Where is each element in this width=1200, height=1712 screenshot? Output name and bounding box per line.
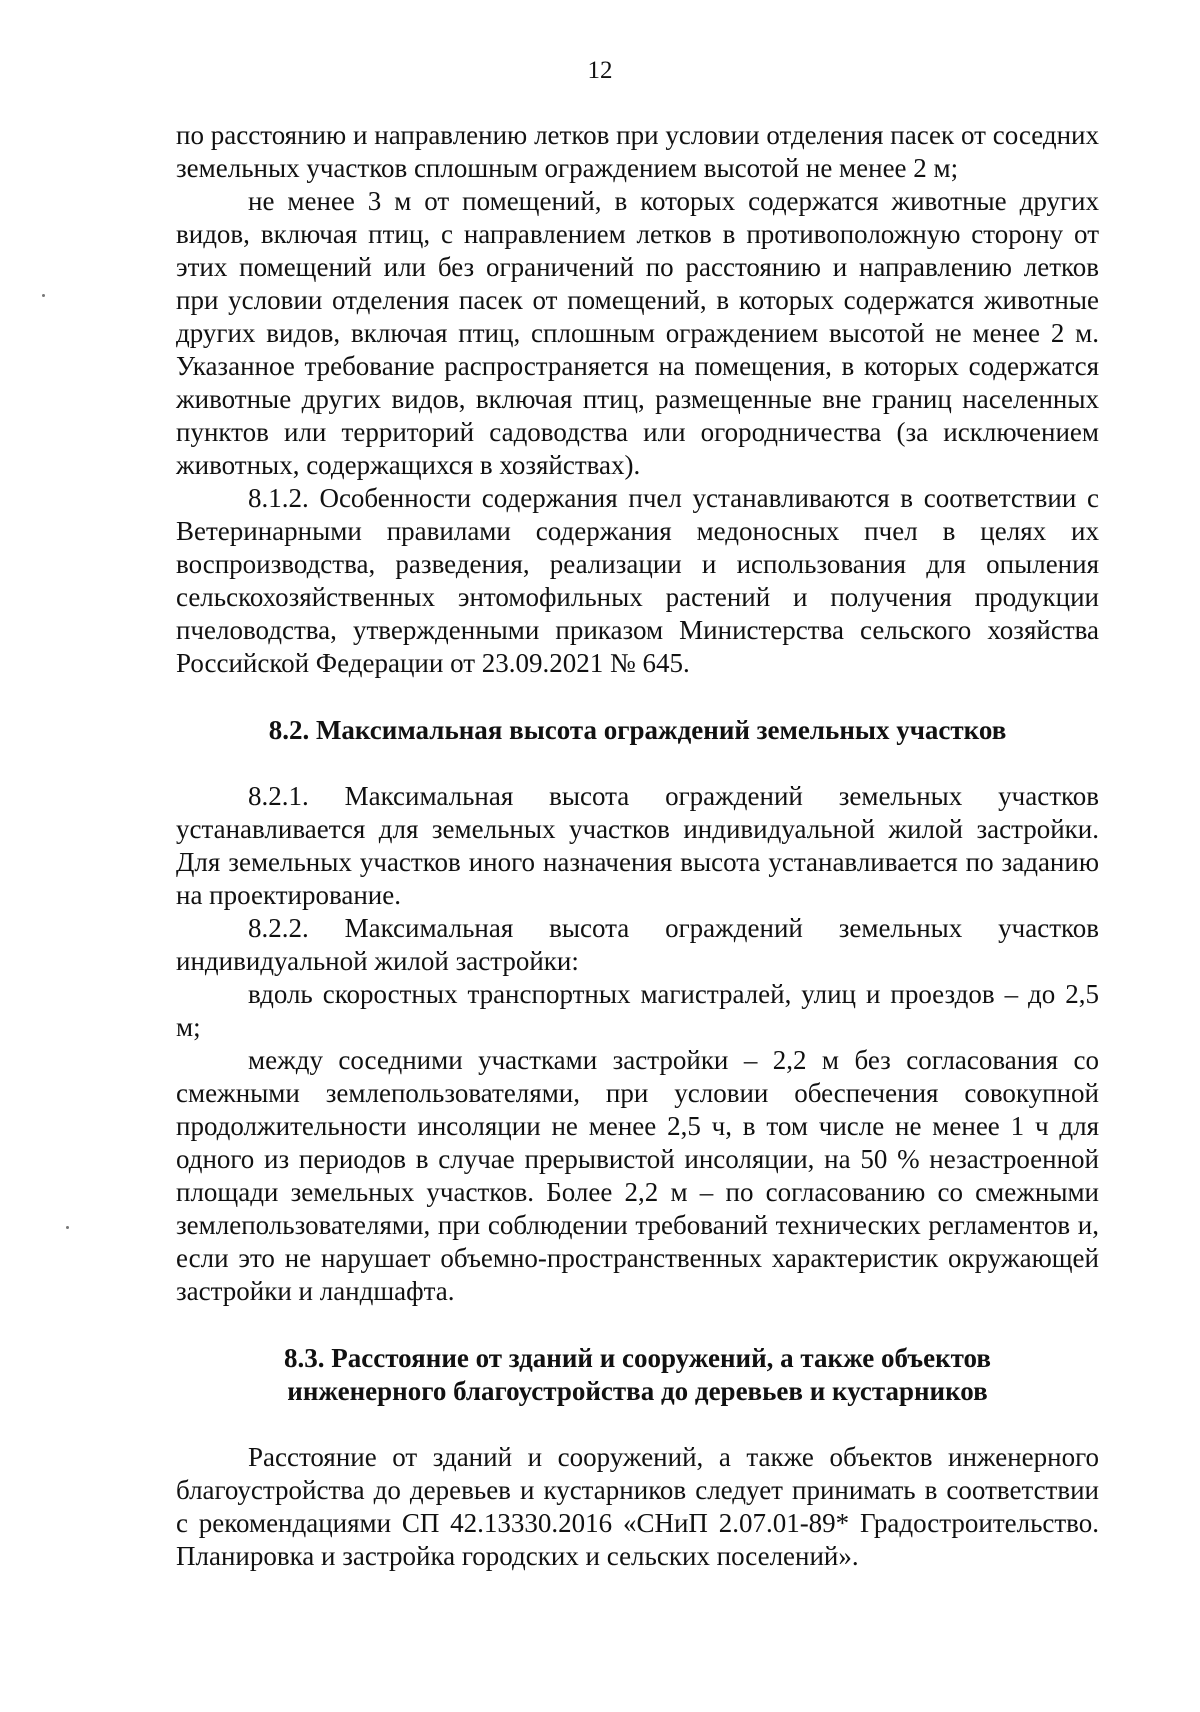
scan-speck bbox=[42, 294, 45, 297]
paragraph-along-highways: вдоль скоростных транспортных магистралей, улиц и проездов – до 2,5 м; bbox=[176, 979, 1099, 1042]
paragraph-animal-premises: не менее 3 м от помещений, в которых содержатся животные других видов, включая птиц, с направлением летков в противоположную сторону от этих помещений или без ограничений по расстоянию и направлению летков при условии отделения пасек от помещений, в которых содержатся животные других видов, включая птиц, сплошным ограждением высотой не менее 2 м. Указанное требование распространяется на помещения, в которых содержатся животные других видов, включая птиц, размещенные вне границ населенных пунктов или территорий садоводства или огородничества (за исключением животных, содержащихся в хозяйствах). bbox=[176, 186, 1099, 480]
document-body bbox=[176, 119, 1099, 1573]
paragraph-apiary-distance-continued: по расстоянию и направлению летков при условии отделения пасек от соседних земельных участков сплошным ограждением высотой не менее 2 м; bbox=[176, 120, 1099, 183]
paragraph-8-2-2: 8.2.2. Максимальная высота ограждений земельных участков индивидуальной жилой застройки: bbox=[176, 913, 1099, 976]
heading-8-3-line1: 8.3. Расстояние от зданий и сооружений, а также объектов bbox=[284, 1343, 991, 1373]
heading-8-3-line2: инженерного благоустройства до деревьев и кустарников bbox=[287, 1376, 988, 1406]
paragraph-8-2-1: 8.2.1. Максимальная высота ограждений земельных участков устанавливается для земельных участков индивидуальной жилой застройки. Для земельных участков иного назначения высота устанавливается по заданию на проектирование. bbox=[176, 781, 1099, 910]
heading-8-2: 8.2. Максимальная высота ограждений земельных участков bbox=[268, 715, 1007, 745]
paragraph-between-plots: между соседними участками застройки – 2,2 м без согласования со смежными землепользователями, при условии обеспечения совокупной продолжительности инсоляции не менее 2,5 ч, в том числе не менее 1 ч для одного из периодов в случае прерывистой инсоляции, на 50 % незастроенной площади земельных участков. Более 2,2 м – по согласованию со смежными землепользователями, при соблюдении требований технических регламентов и, если это не нарушает объемно-пространственных характеристик окружающей застройки и ландшафта. bbox=[176, 1045, 1099, 1306]
page-number: 12 bbox=[587, 57, 613, 84]
scan-speck bbox=[66, 1226, 69, 1229]
paragraph-8-1-2: 8.1.2. Особенности содержания пчел устанавливаются в соответствии с Ветеринарными правилами содержания медоносных пчел в целях их воспроизводства, разведения, реализации и использования для опыления сельскохозяйственных энтомофильных растений и получения продукции пчеловодства, утвержденными приказом Министерства сельского хозяйства Российской Федерации от 23.09.2021 № 645. bbox=[176, 483, 1099, 678]
heading-8-3 bbox=[176, 1342, 1099, 1408]
paragraph-8-3-distance: Расстояние от зданий и сооружений, а также объектов инженерного благоустройства до деревьев и кустарников следует принимать в соответствии с рекомендациями СП 42.13330.2016 «СНиП 2.07.01-89* Градостроительство. Планировка и застройка городских и сельских поселений». bbox=[176, 1442, 1099, 1571]
